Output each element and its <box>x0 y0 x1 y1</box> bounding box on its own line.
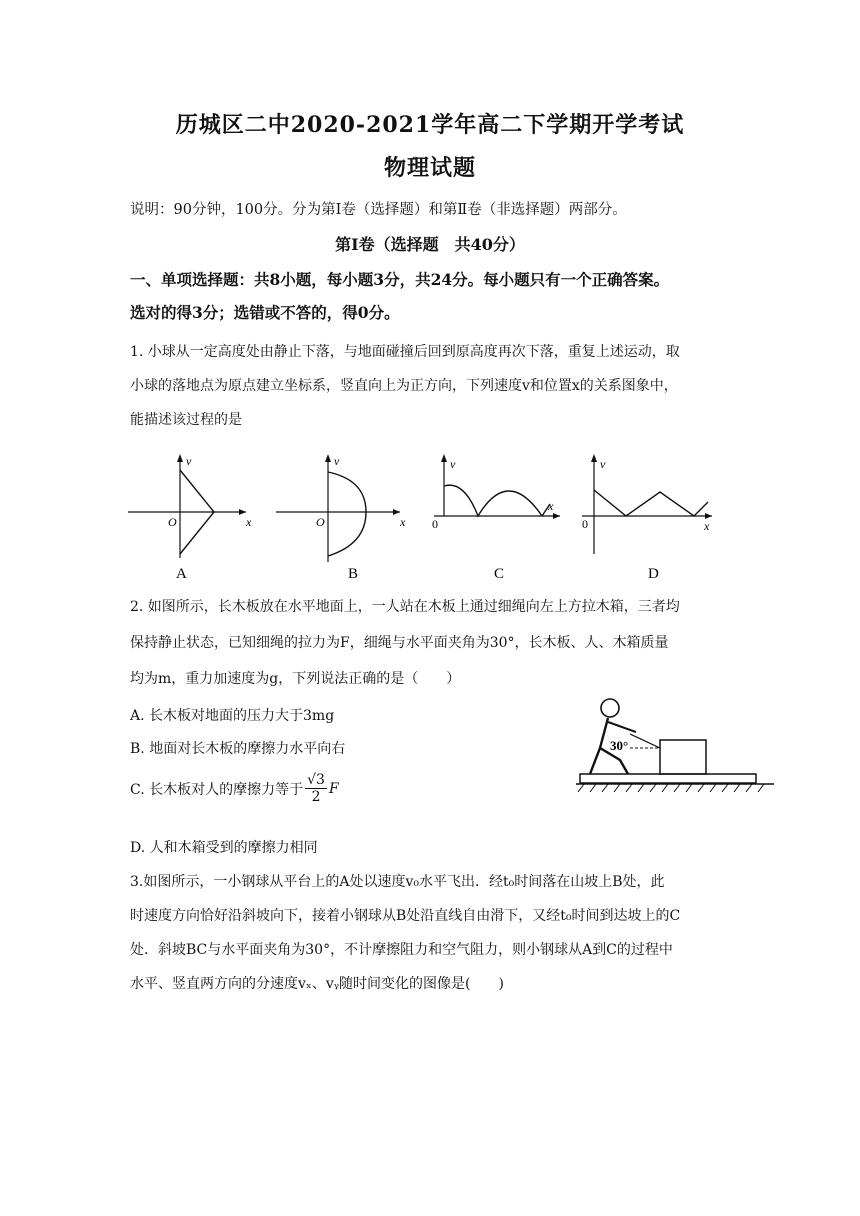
q2-line2: 保持静止状态，已知细绳的拉力为F，细绳与水平面夹角为30°，长木板、人、木箱质量 <box>130 635 669 651</box>
graph-b-x-label: x <box>400 515 406 529</box>
figure-angle-label: 30° <box>610 738 629 753</box>
graph-c-v-label: v <box>450 457 456 471</box>
q3-line2: 时速度方向恰好沿斜坡向下，接着小钢球从B处沿直线自由滑下，又经t₀时间到达坡上的C <box>130 908 681 924</box>
q2-option-a: A. 长木板对地面的压力大于3mg <box>130 708 335 724</box>
q2-option-b: B. 地面对长木板的摩擦力水平向右 <box>130 741 346 757</box>
graph-d-v-label: v <box>600 457 606 471</box>
q3-line4: 水平、竖直两方向的分速度vₓ、vᵧ随时间变化的图像是( ) <box>130 976 504 992</box>
option-c-suffix: F <box>328 780 339 797</box>
q2-line1: 2. 如图所示，长木板放在水平地面上，一人站在木板上通过细绳向左上方拉木箱，三者均 <box>130 599 680 615</box>
q1-line1: 1. 小球从一定高度处由静止下落，与地面碰撞后回到原高度再次下落，重复上述运动，取 <box>130 344 680 360</box>
graph-a-origin: O <box>168 515 177 529</box>
exam-note: 说明：90分钟，100分。分为第Ⅰ卷（选择题）和第Ⅱ卷（非选择题）两部分。 <box>130 202 627 218</box>
graph-a-v-label: v <box>186 454 192 468</box>
page-subtitle: 物理试题 <box>383 155 476 181</box>
section-heading-line2: 选对的得3分；选错或不答的，得0分。 <box>130 303 400 322</box>
graph-b-origin: O <box>316 515 325 529</box>
q2-option-c <box>130 772 339 805</box>
q2-option-d: D. 人和木箱受到的摩擦力相同 <box>130 840 318 856</box>
q3-line1: 3.如图所示，一小钢球从平台上的A处以速度v₀水平飞出．经t₀时间落在山坡上B处，此 <box>130 874 665 890</box>
option-c-fraction <box>305 772 327 805</box>
graph-b-v-label: v <box>334 454 340 468</box>
graph-c-label: C <box>494 566 505 582</box>
graph-a-x-label: x <box>246 515 252 529</box>
option-c-denominator: 2 <box>311 789 321 805</box>
graph-d-label: D <box>648 566 659 582</box>
q1-line2: 小球的落地点为原点建立坐标系，竖直向上为正方向，下列速度v和位置x的关系图象中， <box>130 378 678 394</box>
q1-graph-c <box>428 450 568 582</box>
q1-graph-a <box>128 450 268 582</box>
q1-graph-b <box>276 450 416 582</box>
page-title: 历城区二中2020-2021学年高二下学期开学考试 <box>175 112 685 138</box>
q2-line3: 均为m，重力加速度为g，下列说法正确的是（ ） <box>130 671 461 687</box>
q2-figure <box>574 688 780 804</box>
section-heading-line1: 一、单项选择题：共8小题，每小题3分，共24分。每小题只有一个正确答案。 <box>130 270 670 289</box>
option-c-prefix: C. 长木板对人的摩擦力等于 <box>130 781 304 798</box>
q1-line3: 能描述该过程的是 <box>130 412 242 428</box>
graph-d-origin: 0 <box>582 517 588 531</box>
graph-a-label: A <box>176 566 187 582</box>
graph-c-origin: 0 <box>432 517 438 531</box>
option-c-numerator: √3 <box>307 772 325 788</box>
graph-c-x-label: x <box>548 499 554 513</box>
graph-d-x-label: x <box>704 519 710 533</box>
q3-line3: 处．斜坡BC与水平面夹角为30°，不计摩擦阻力和空气阻力，则小钢球从A到C的过程中 <box>130 942 673 958</box>
q1-graph-d <box>578 450 718 582</box>
part-title: 第Ⅰ卷（选择题 共40分） <box>335 235 525 254</box>
graph-b-label: B <box>348 566 359 582</box>
